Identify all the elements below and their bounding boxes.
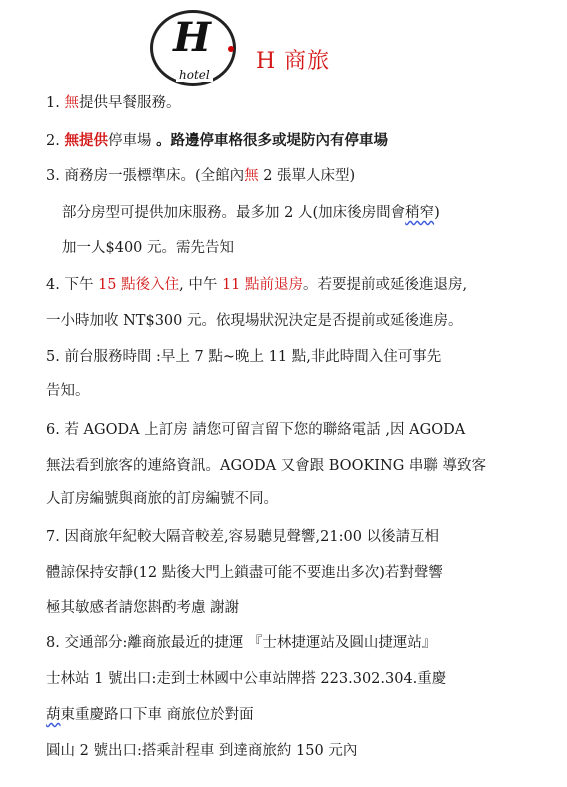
notice-line	[46, 705, 254, 725]
line-text: 一小時加收 NT$300 元。依現場狀況決定是否提前或延後進房。	[46, 313, 463, 329]
notice-line	[46, 598, 239, 618]
notice-line	[46, 456, 486, 476]
notice-line	[46, 741, 357, 761]
line-text: 1.	[46, 95, 65, 111]
line-text: 。路邊停車格很多或堤防內有停車場	[156, 132, 389, 149]
line-text: 告知。	[46, 383, 90, 399]
line-text: 。若要提前或延後進退房,	[303, 277, 468, 293]
notice-line	[46, 93, 180, 113]
line-text: 葫	[46, 707, 61, 723]
line-text: 11 點前退房	[221, 277, 304, 293]
line-text: 停車場	[107, 133, 157, 149]
hotel-logo	[140, 8, 250, 88]
line-text: 4. 下午	[46, 277, 99, 293]
line-text: 2.	[46, 133, 65, 149]
notice-line	[46, 489, 278, 509]
line-text: 圓山 2 號出口:搭乘計程車 到達商旅約 150 元內	[46, 743, 358, 759]
line-text: 8. 交通部分:離商旅最近的捷運 『士林捷運站及圓山捷運站』	[46, 635, 437, 651]
line-text: 6. 若 AGODA 上訂房 請您可留言留下您的聯絡電話 ,因 AGODA	[46, 422, 466, 438]
line-text: 極其敏感者請您斟酌考慮 謝謝	[46, 600, 240, 616]
notice-line	[46, 633, 436, 653]
line-text: 15 點後入住	[98, 277, 180, 293]
logo-word: hotel	[176, 68, 213, 82]
line-text: 無提供	[64, 132, 108, 149]
line-text: 無	[64, 95, 79, 111]
line-text: 2 張單人床型)	[258, 168, 356, 184]
line-text: 部分房型可提供加床服務。最多加 2 人(加床後房間會	[62, 205, 406, 221]
notice-line	[46, 275, 467, 295]
line-text: 7. 因商旅年紀較大隔音較差,容易聽見聲響,21:00 以後請互相	[46, 529, 440, 545]
logo-letter: H	[173, 14, 211, 61]
line-text: 稍窄	[405, 205, 435, 221]
notice-line	[46, 381, 90, 401]
line-text: )	[434, 205, 440, 221]
notice-line	[46, 563, 443, 583]
line-text: 提供早餐服務。	[78, 95, 181, 111]
notice-line	[46, 527, 439, 547]
line-text: 士林站 1 號出口:走到士林國中公車站牌搭 223.302.304.重慶	[46, 671, 447, 687]
line-text: 5. 前台服務時間 :早上 7 點~晚上 11 點,非此時間入住可事先	[46, 349, 442, 365]
line-text: 3. 商務房一張標準床。(全館內	[46, 168, 245, 184]
line-text: , 中午	[179, 277, 222, 293]
line-text: 無	[244, 168, 259, 184]
notice-line	[46, 131, 388, 151]
notice-line	[62, 203, 440, 223]
notice-line	[46, 669, 446, 689]
brand-title: H 商旅	[256, 49, 331, 74]
notice-line	[46, 420, 465, 440]
line-text: 體諒保持安靜(12 點後大門上鎖盡可能不要進出多次)若對聲響	[46, 565, 443, 581]
line-text: 無法看到旅客的連絡資訊。AGODA 又會跟 BOOKING 串聯 導致客	[46, 458, 487, 474]
logo-dot	[228, 46, 234, 52]
notice-line	[46, 166, 355, 186]
notice-line	[46, 347, 441, 367]
line-text: 東重慶路口下車 商旅位於對面	[60, 707, 254, 723]
line-text: 人訂房編號與商旅的訂房編號不同。	[46, 491, 278, 507]
line-text: 加一人$400 元。需先告知	[62, 240, 235, 256]
notice-line	[46, 311, 462, 331]
notice-line	[62, 238, 234, 258]
